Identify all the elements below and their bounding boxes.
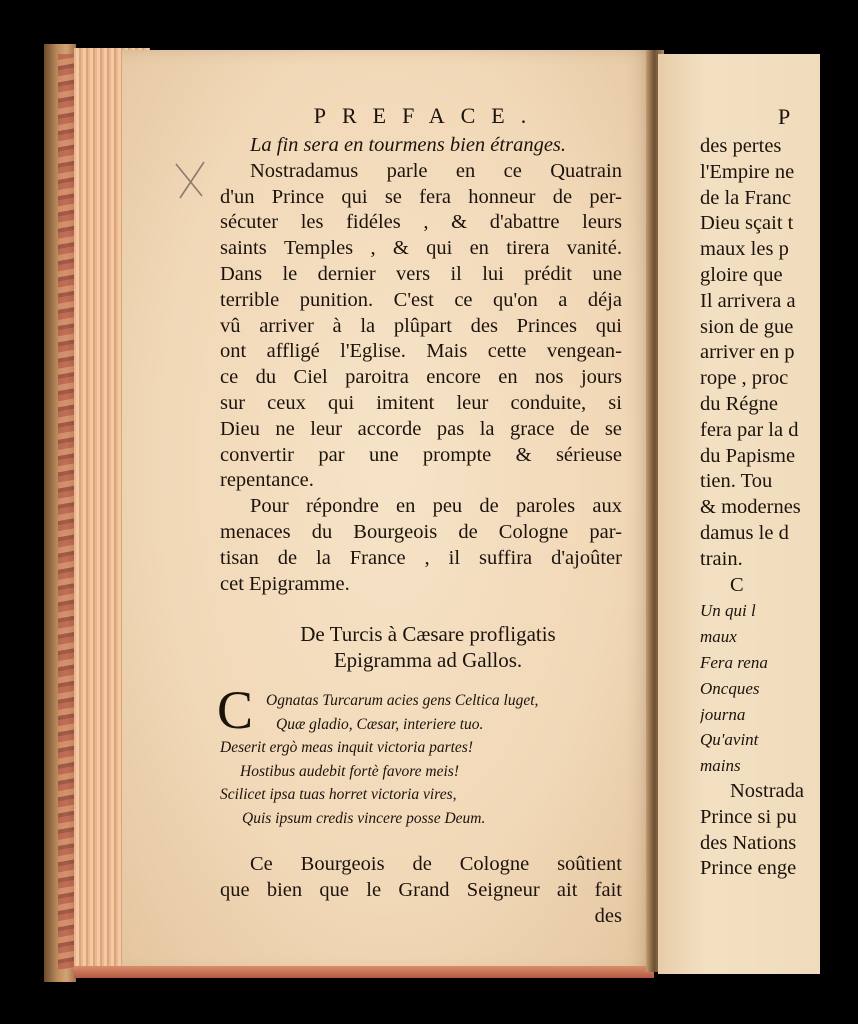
text-line: repentance.: [220, 469, 314, 492]
poem-line: Hostibus audebit fortè favore meis!: [240, 762, 459, 780]
right-text-line: maux les p: [700, 238, 789, 261]
right-text-line: gloire que: [700, 263, 783, 286]
text-line: sécuter les fidéles , & d'abattre leurs: [220, 211, 622, 234]
right-text-line: fera par la d: [700, 418, 799, 441]
right-text-line: mains: [700, 756, 741, 776]
text-line: saints Temples , & qui en tirera vanité.: [220, 237, 622, 260]
right-page-text: [700, 104, 830, 882]
right-text-line: arriver en p: [700, 341, 795, 364]
right-text-line: Oncques: [700, 678, 760, 698]
drop-cap: C: [217, 680, 254, 741]
epigram-title: [220, 621, 622, 673]
text-line: cet Epigramme.: [220, 572, 350, 595]
text-line: Nostradamus parle en ce Quatrain: [250, 159, 622, 182]
right-text-line: de la Franc: [700, 186, 792, 209]
right-text-line: sion de gue: [700, 315, 794, 338]
epigram-title-line-2: Epigramma ad Gallos.: [333, 648, 523, 673]
right-text-line: Qu'avint: [700, 730, 759, 750]
poem-line: Quis ipsum credis vincere posse Deum.: [242, 809, 486, 827]
right-text-line: Un qui l: [700, 601, 756, 621]
right-text-line: Il arrivera a: [700, 289, 796, 312]
text-line: Dans le dernier vers il lui prédit une: [220, 262, 622, 285]
right-text-line: du Régne: [700, 392, 778, 415]
text-line: Dieu ne leur accorde pas la grace de se: [220, 417, 622, 440]
right-text-line: des Nations: [700, 831, 797, 854]
right-text-line: damus le d: [700, 521, 789, 544]
text-line: sur ceux qui imitent leur conduite, si: [220, 391, 622, 414]
right-text-line: Nostrada: [730, 779, 805, 802]
right-text-line: maux: [700, 627, 737, 647]
right-running-header: P: [778, 104, 805, 129]
epigram-poem: [217, 680, 622, 830]
text-line: vû arriver à la plûpart des Princes qui: [220, 314, 622, 337]
running-header: PREFACE.: [313, 103, 543, 128]
marbled-edge: [58, 54, 74, 969]
right-text-line: rope , proc: [700, 367, 789, 390]
right-text-line: tien. Tou: [700, 470, 773, 493]
text-line: ce du Ciel paroitra encore en nos jours: [220, 366, 622, 389]
pencil-x-mark-icon: [172, 158, 208, 202]
text-line: menaces du Bourgeois de Cologne par-: [220, 520, 622, 543]
right-text-line: C: [730, 573, 744, 596]
closing-lines: [220, 852, 622, 929]
right-body-lines: [700, 134, 830, 882]
text-line: ont affligé l'Eglise. Mais cette vengean-: [220, 340, 622, 363]
right-text-line: Dieu sçait t: [700, 212, 794, 235]
text-line: convertir par une prompte & sérieuse: [220, 443, 622, 466]
page-bottom-edge: [74, 966, 654, 978]
text-line: tisan de la France , il suffira d'ajoûter: [220, 546, 622, 569]
poem-line: Ognatas Turcarum acies gens Celtica luget,: [266, 692, 539, 710]
left-page-text: [217, 103, 622, 930]
text-line: La fin sera en tourmens bien étranges.: [250, 134, 567, 156]
text-line: des: [594, 904, 622, 927]
right-text-line: l'Empire ne: [700, 160, 795, 183]
right-text-line: des pertes: [700, 135, 782, 157]
right-text-line: & modernes: [700, 496, 801, 519]
right-text-line: journa: [700, 704, 746, 724]
right-text-line: Prince enge: [700, 857, 797, 880]
poem-line: Quæ gladio, Cæsar, interiere tuo.: [276, 715, 484, 733]
text-line: terrible punition. C'est ce qu'on a déja: [220, 288, 622, 311]
poem-line: Deserit ergò meas inquit victoria partes!: [220, 739, 473, 757]
left-body-lines: [220, 133, 622, 597]
poem-line: Scilicet ipsa tuas horret victoria vires,: [220, 786, 457, 804]
epigram-title-line-1: De Turcis à Cæsare profligatis: [300, 622, 556, 647]
text-line: Ce Bourgeois de Cologne soûtient: [250, 853, 622, 876]
right-text-line: Fera rena: [700, 652, 768, 672]
right-text-line: train.: [700, 547, 743, 570]
right-text-line: du Papisme: [700, 444, 796, 467]
text-line: d'un Prince qui se fera honneur de per-: [220, 185, 622, 208]
text-line: Pour répondre en peu de paroles aux: [250, 495, 622, 518]
text-line: que bien que le Grand Seigneur ait fait: [220, 879, 622, 902]
right-text-line: Prince si pu: [700, 805, 797, 828]
